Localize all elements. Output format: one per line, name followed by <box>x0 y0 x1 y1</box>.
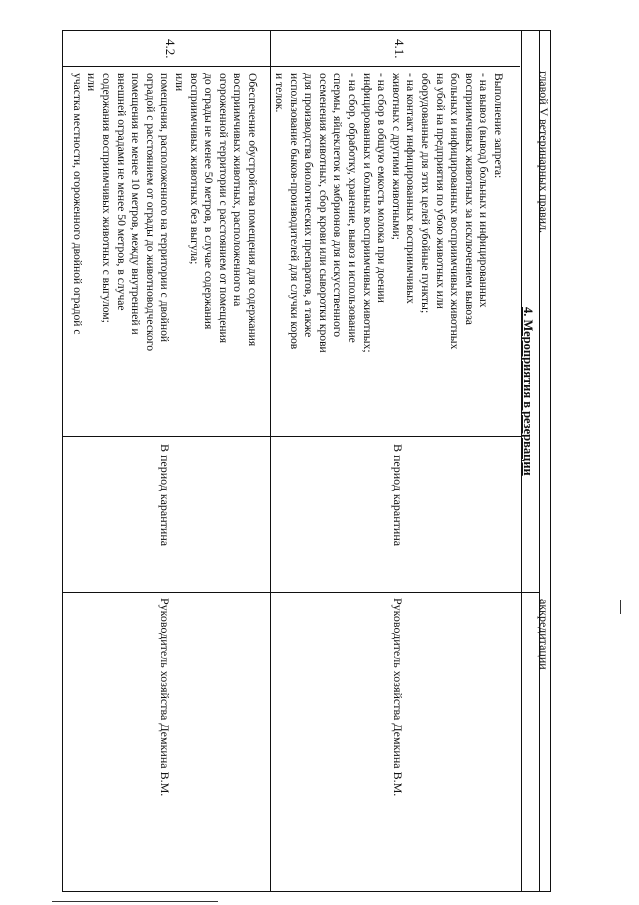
text-line: восприимчивых животных, расположенного на <box>231 73 245 307</box>
text-line: оградой с расстоянием от ограды до животноводческого <box>143 73 157 352</box>
text-line: животных с другими животными; <box>389 73 403 240</box>
text-line: внешней оградами не менее 50 метров, в случае <box>114 73 128 311</box>
text-line: - на контакт инфицированных восприимчивых <box>404 73 418 304</box>
text-line: Обеспечение обустройства помещения для содержания <box>246 73 259 347</box>
row-number-4-2: 4.2. <box>163 39 178 59</box>
footnote-rule <box>52 901 218 902</box>
section-title: 4. Мероприятия в резервации <box>521 307 535 476</box>
text-line: помещения, расположенного на территории с двойной <box>158 73 172 343</box>
text-line: или <box>85 73 99 92</box>
text-line: - на сбор, обработку, хранение, вывоз и использование <box>346 73 360 343</box>
text-line: участка местности, огороженного двойной оградой с <box>70 73 84 335</box>
text-line: или <box>173 73 187 92</box>
row-text-4-2 <box>69 73 259 431</box>
top-row-right-text: аккредитации <box>537 599 551 670</box>
row-number-4-1: 4.1. <box>392 39 407 59</box>
period-column-rule <box>62 436 521 437</box>
text-line: содержания восприимчивых животных с выгулом; <box>100 73 114 323</box>
text-line: на убой на предприятия по убою животных или <box>433 73 447 309</box>
text-line: огороженной территории с расстоянием от помещения <box>216 73 230 344</box>
text-line: восприимчивых животных за исключением вывоза <box>462 73 476 325</box>
text-line: до ограды не менее 50 метров, в случае содержания <box>202 73 216 330</box>
text-line: - на сбор в общую емкость молока при доении <box>375 73 389 303</box>
responsible-4-1: Руководитель хозяйства Демкина В.М. <box>391 598 405 797</box>
text-line: - на вывоз (вывод) больных и инфицированных <box>477 73 491 308</box>
row-text-4-1 <box>272 73 506 431</box>
text-line: спермы, яйцеклеток и эмбрионов для искусственного <box>331 73 345 338</box>
text-line: инфицированных и больных восприимчивых животных; <box>360 73 374 353</box>
text-line: помещения не менее 10 метров, между внутренней и <box>129 73 143 335</box>
text-line: и телок. <box>273 73 287 113</box>
text-line: оборудованные для этих целей убойные пункты; <box>419 73 433 314</box>
scan-mark <box>620 600 621 614</box>
number-column-rule <box>62 66 520 67</box>
text-line: больных и инфицированных восприимчивых животных <box>448 73 462 350</box>
text-line: восприимчивых животных без выгула; <box>187 73 201 265</box>
responsible-4-2: Руководитель хозяйства Демкина В.М. <box>158 598 172 797</box>
period-4-1: В период карантина <box>391 444 405 547</box>
top-row-left-text: главой V ветеринарных правил. <box>537 71 551 234</box>
text-line: использование быков-производителей для случки коров <box>287 73 301 350</box>
text-line: Выполнение запрета: <box>492 73 505 179</box>
period-4-2: В период карантина <box>158 444 172 547</box>
text-line: осеменения животных, сбор крови или сыворотки крови <box>316 73 330 353</box>
responsible-column-rule <box>62 592 539 593</box>
text-line: для производства биологических препаратов, а также <box>302 73 316 338</box>
